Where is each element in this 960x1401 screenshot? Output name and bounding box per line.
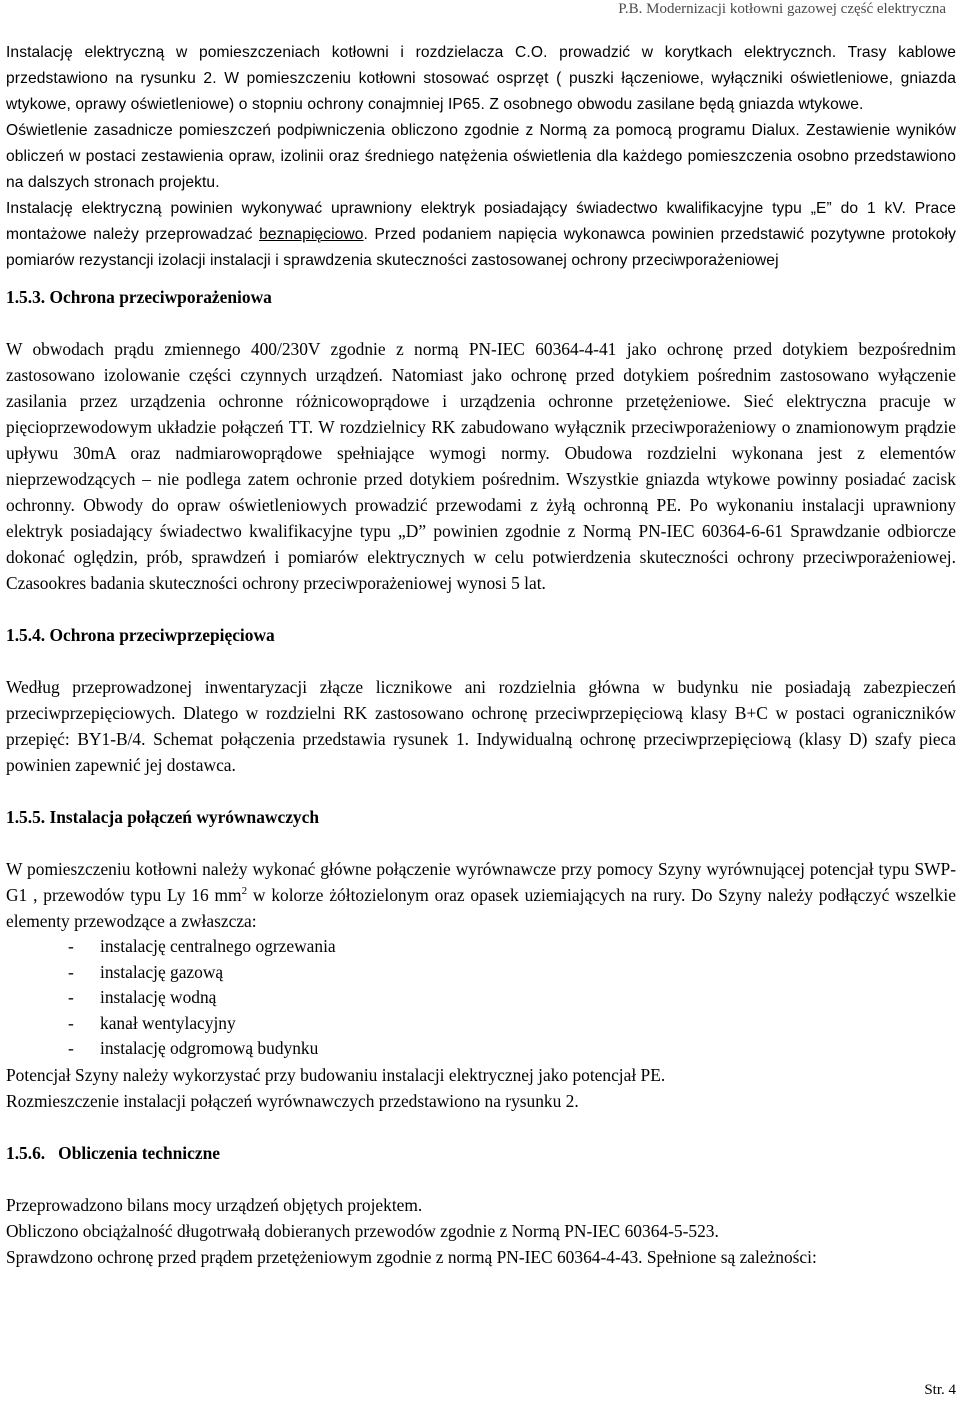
list-item: - instalację wodną <box>6 985 956 1011</box>
list-item: - instalację centralnego ogrzewania <box>6 934 956 960</box>
bonding-list <box>6 934 956 1062</box>
section-1-5-6-line-3: Sprawdzono ochronę przed prądem przetężeniowym zgodnie z normą PN-IEC 60364-4-43. Spełnione są zależności: <box>6 1246 817 1267</box>
section-heading-1-5-4: 1.5.4. Ochrona przeciwprzepięciowa <box>6 625 275 645</box>
page-number: Str. 4 <box>924 1382 956 1398</box>
list-item: - kanał wentylacyjny <box>6 1011 956 1037</box>
section-heading-1-5-3: 1.5.3. Ochrona przeciwporażeniowa <box>6 287 272 307</box>
intro-paragraph-2: Oświetlenie zasadnicze pomieszczeń podpiwniczenia obliczono zgodnie z Normą za pomocą programu Dialux. Zestawienie wyników obliczeń w postaci zestawienia opraw, izolinii oraz średniego natężenia oświetlenia dla każdego pomieszczenia osobno przedstawiono na dalszych stronach projektu. <box>6 122 956 191</box>
intro-paragraph-3-end: . Przed podaniem napięcia wykonawca powinien przedstawić pozytywne protokoły pomiarów rezystancji izolacji instalacji i sprawdzenia skuteczności zastosowanej ochrony przeciwporażeniowej <box>6 226 956 269</box>
list-item: - instalację odgromową budynku <box>6 1036 956 1062</box>
section-heading-1-5-6: 1.5.6. Obliczenia techniczne <box>6 1142 220 1163</box>
list-item: - instalację gazową <box>6 960 956 986</box>
underlined-word: beznapięciowo <box>259 226 364 243</box>
document-body <box>6 40 956 1270</box>
section-1-5-5-text-end: w kolorze żółtozielonym oraz opasek uziemiających na rury. Do Szyny należy podłączyć wszelkie elementy przewodzące a zwłaszcza: <box>6 885 956 931</box>
section-1-5-4-body: Według przeprowadzonej inwentaryzacji złącze licznikowe ani rozdzielnia główna w budynku nie posiadają zabezpieczeń przeciwprzepięciowych. Dlatego w rozdzielni RK zastosowano ochronę przeciwprzepięciową klasy B+C w postaci ograniczników przepięć: BY1-B/4. Schemat połączenia przedstawia rysunek 1. Indywidualną ochronę przeciwprzepięciową (klasy D) szafy pieca powinien zapewnić jej dostawca. <box>6 677 956 775</box>
superscript: 2 <box>241 885 248 898</box>
intro-paragraph-3-text: Instalację elektryczną powinien wykonywać uprawniony elektryk posiadający świadectwo kwalifikacyjne typu „E” do 1 kV. Prace montażowe należy przeprowadzać <box>6 200 956 243</box>
section-1-5-6-line-2: Obliczono obciążalność długotrwałą dobieranych przewodów zgodnie z Normą PN-IEC 60364-5-523. <box>6 1220 719 1241</box>
section-1-5-5-body <box>6 856 956 934</box>
section-1-5-5-after-2: Rozmieszczenie instalacji połączeń wyrównawczych przedstawiono na rysunku 2. <box>6 1090 579 1111</box>
page-header: P.B. Modernizacji kotłowni gazowej część elektryczna <box>618 1 946 17</box>
section-1-5-6-line-1: Przeprowadzono bilans mocy urządzeń objętych projektem. <box>6 1194 423 1215</box>
section-1-5-5-after-1: Potencjał Szyny należy wykorzystać przy budowaniu instalacji elektrycznej jako potencjał PE. <box>6 1064 666 1085</box>
intro-paragraph-1: Instalację elektryczną w pomieszczeniach kotłowni i rozdzielacza C.O. prowadzić w korytkach elektrycznch. Trasy kablowe przedstawiono na rysunku 2. W pomieszczeniu kotłowni stosować osprzęt ( puszki łączeniowe, wyłączniki oświetleniowe, gniazda wtykowe, oprawy oświetleniowe) o stopniu ochrony conajmniej IP65. Z osobnego obwodu zasilane będą gniazda wtykowe. <box>6 44 956 113</box>
section-heading-1-5-5: 1.5.5. Instalacja połączeń wyrównawczych <box>6 807 319 827</box>
intro-paragraph-3 <box>6 196 956 274</box>
section-1-5-5-text: W pomieszczeniu kotłowni należy wykonać główne połączenie wyrównawcze przy pomocy Szyny wyrównującej potencjał typu SWP-G1 , przewodów typu Ly 16 mm <box>6 859 956 905</box>
section-1-5-3-body: W obwodach prądu zmiennego 400/230V zgodnie z normą PN-IEC 60364-4-41 jako ochronę przed dotykiem bezpośrednim zastosowano izolowanie części czynnych urządzeń. Natomiast jako ochronę przed dotykiem pośrednim zastosowano wyłączenie zasilania przez urządzenia ochronne różnicowoprądowe i urządzenia ochronne przetężeniowe. Sieć elektryczna pracuje w pięcioprzewodowym układzie połączeń TT. W rozdzielnicy RK zabudowano wyłącznik przeciwporażeniowy o znamionowym prądzie upływu 30mA oraz nadmiarowoprądowe spełniające wymogi normy. Obudowa rozdzielni wykonana jest z elementów nieprzewodzących – nie podlega zatem ochronie przed dotykiem pośrednim. Wszystkie gniazda wtykowe powinny posiadać zacisk ochronny. Obwody do opraw oświetleniowych prowadzić przewodami z żyłą ochronną PE. Po wykonaniu instalacji uprawniony elektryk posiadający świadectwo kwalifikacyjne typu „D” powinien zgodnie z Normą PN-IEC 60364-6-61 Sprawdzanie odbiorcze dokonać oględzin, prób, sprawdzeń i pomiarów elektrycznych w celu potwierdzenia skuteczności ochrony przeciwporażeniowej. Czasookres badania skuteczności ochrony przeciwporażeniowej wynosi 5 lat. <box>6 339 956 593</box>
